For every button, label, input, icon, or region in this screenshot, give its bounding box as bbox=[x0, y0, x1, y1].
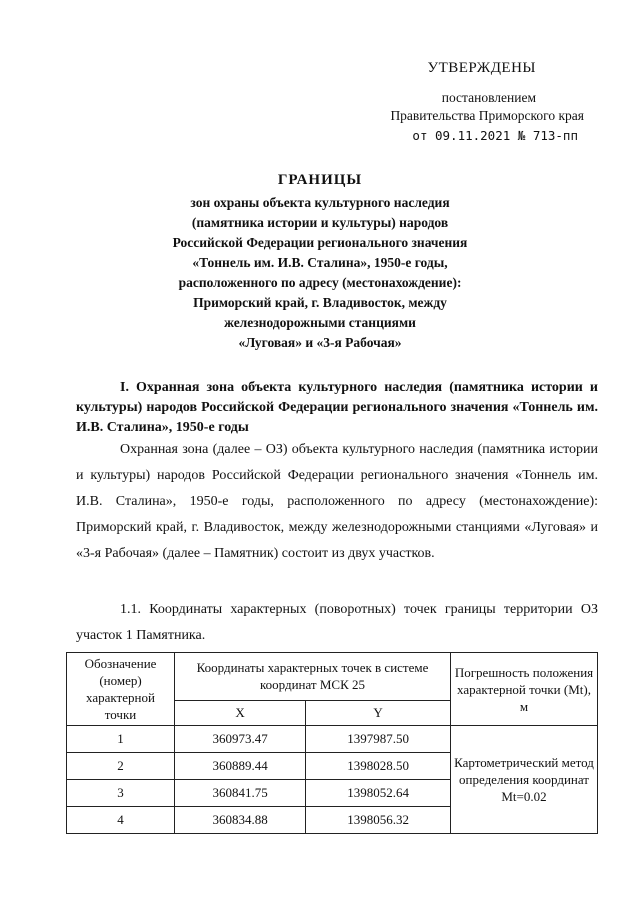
heading-line: расположенного по адресу (местонахождение): bbox=[178, 275, 462, 290]
heading-line: «Луговая» и «3-я Рабочая» bbox=[238, 335, 402, 350]
paragraph-1: Охранная зона (далее – ОЗ) объекта культурного наследия (памятника истории и культуры) народов Российской Федерации регионального значения «Тоннель им. И.В. Сталина», 1950-е годы, расположенного по адресу (местонахождение): Приморский край, г. Владивосток, между железнодорожными станциями «Луговая» и «3-я Рабочая» (далее – Памятник) состоит из двух участков. bbox=[76, 442, 598, 561]
cell-x: 360841.75 bbox=[175, 780, 306, 807]
cell-method: Картометрический метод определения координат Mt=0.02 bbox=[451, 726, 598, 834]
cell-y: 1398028.50 bbox=[306, 753, 451, 780]
cell-point: 4 bbox=[67, 807, 175, 834]
document-heading bbox=[100, 172, 540, 353]
section-title-text: I. Охранная зона объекта культурного наследия (памятника истории и культуры) народов Российской Федерации регионального значения «Тоннель им. И.В. Сталина», 1950-е годы bbox=[76, 380, 598, 435]
heading-line: Российской Федерации регионального значения bbox=[172, 235, 468, 250]
cell-point: 1 bbox=[67, 726, 175, 753]
paragraph-2: 1.1. Координаты характерных (поворотных) точек границы территории ОЗ участок 1 Памятника. bbox=[76, 602, 598, 643]
approval-line-2: Правительства Приморского края bbox=[390, 108, 584, 123]
section-title bbox=[76, 378, 598, 438]
cell-y: 1397987.50 bbox=[306, 726, 451, 753]
coordinates-table bbox=[66, 652, 598, 834]
header-y: Y bbox=[306, 700, 451, 725]
cell-x: 360834.88 bbox=[175, 807, 306, 834]
header-error: Погрешность положения характерной точки (Mt), м bbox=[451, 653, 598, 726]
heading-line: зон охраны объекта культурного наследия bbox=[190, 195, 450, 210]
header-coords: Координаты характерных точек в системе координат МСК 25 bbox=[175, 653, 451, 701]
header-point: Обозначение (номер) характерной точки bbox=[67, 653, 175, 726]
cell-x: 360889.44 bbox=[175, 753, 306, 780]
cell-x: 360973.47 bbox=[175, 726, 306, 753]
heading-line: железнодорожными станциями bbox=[224, 315, 416, 330]
heading-line: (памятника истории и культуры) народов bbox=[191, 215, 449, 230]
cell-y: 1398056.32 bbox=[306, 807, 451, 834]
heading-line: Приморский край, г. Владивосток, между bbox=[193, 295, 447, 310]
cell-y: 1398052.64 bbox=[306, 780, 451, 807]
heading-line: «Тоннель им. И.В. Сталина», 1950-е годы, bbox=[192, 255, 448, 270]
cell-point: 2 bbox=[67, 753, 175, 780]
approval-title: УТВЕРЖДЕНЫ bbox=[427, 60, 536, 76]
table-row bbox=[67, 726, 598, 753]
approval-line-1: постановлением bbox=[441, 90, 536, 105]
heading-main: ГРАНИЦЫ bbox=[277, 172, 363, 188]
header-x: X bbox=[175, 700, 306, 725]
cell-point: 3 bbox=[67, 780, 175, 807]
approval-line-3: от 09.11.2021 № 713-пп bbox=[412, 128, 578, 143]
